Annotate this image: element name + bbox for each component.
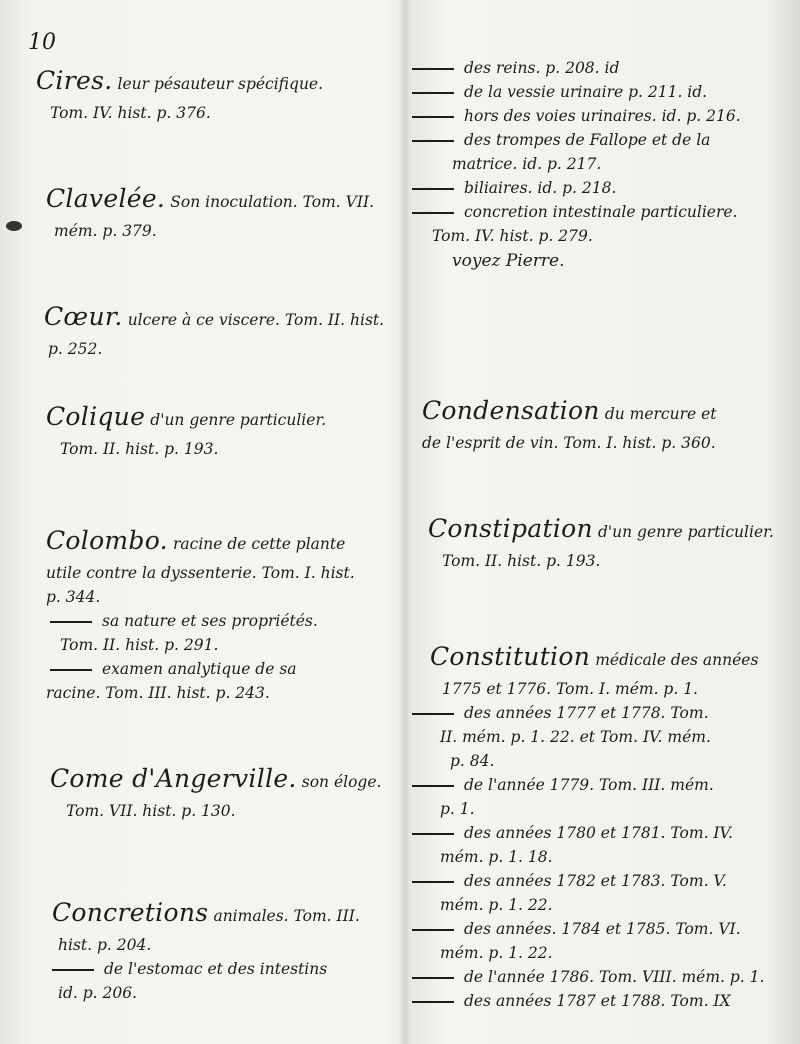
sub-text: examen analytique de sa (102, 659, 297, 678)
sub-entry (412, 56, 741, 80)
dash-mark (412, 116, 454, 118)
sub-ref: id. p. 206. (58, 983, 138, 1002)
sub-entry (412, 104, 741, 128)
entry-colombo (46, 522, 355, 705)
sub-entry (412, 80, 741, 104)
sub-entry (52, 957, 360, 981)
entry-head: Constitution (430, 642, 591, 671)
dash-mark (412, 1001, 454, 1003)
sub-entry (412, 701, 764, 725)
sub-text: des années. 1784 et 1785. Tom. VI. (464, 919, 741, 938)
entry-text: ulcere à ce viscere. Tom. II. hist. (127, 311, 385, 329)
sub-text: des trompes de Fallope et de la (464, 131, 711, 150)
sub-text: concretion intestinale particuliere. (464, 203, 738, 222)
sub-entry (412, 200, 741, 224)
entry-concretions-continued (412, 56, 741, 274)
entry-text: d'un genre particulier. (150, 411, 327, 429)
dash-mark (412, 881, 454, 883)
entry-text: racine de cette plante (173, 535, 346, 553)
entry-text: son éloge. (301, 773, 382, 791)
entry-ref: mém. p. 379. (54, 221, 157, 240)
sub-ref: Tom. IV. hist. p. 279. (432, 227, 593, 246)
page-gutter (398, 0, 412, 1044)
entry-constipation (428, 510, 774, 573)
entry-ref: Tom. IV. hist. p. 376. (50, 103, 211, 122)
entry-coeur (44, 298, 384, 361)
entry-text: médicale des années (595, 651, 759, 669)
dash-mark (412, 929, 454, 931)
dash-mark (412, 977, 454, 979)
sub-entry (412, 128, 741, 152)
sub-ref: Tom. II. hist. p. 291. (60, 635, 219, 654)
entry-condensation (422, 392, 717, 455)
sub-text: sa nature et ses propriétés. (102, 611, 318, 630)
sub-ref: p. 84. (450, 751, 495, 770)
entry-ref: Tom. VII. hist. p. 130. (66, 801, 236, 820)
page-number: 10 (28, 30, 56, 55)
sub-text: de l'année 1786. Tom. VIII. mém. p. 1. (464, 967, 765, 986)
entry-head: Constipation (428, 514, 593, 543)
sub-text: hors des voies urinaires. id. p. 216. (464, 107, 741, 126)
cross-reference: voyez Pierre. (452, 251, 565, 272)
dash-mark (50, 621, 92, 623)
sub-text: des années 1780 et 1781. Tom. IV. (464, 823, 733, 842)
sub-entry (412, 821, 764, 845)
entry-ref: p. 252. (48, 339, 103, 358)
entry-ref: Tom. II. hist. p. 193. (60, 439, 219, 458)
entry-head: Condensation (422, 396, 600, 425)
sub-text: de la vessie urinaire p. 211. id. (464, 83, 708, 102)
entry-ref: de l'esprit de vin. Tom. I. hist. p. 360. (422, 433, 716, 452)
sub-entry (412, 965, 764, 989)
dash-mark (412, 833, 454, 835)
sub-text: des années 1777 et 1778. Tom. (464, 703, 709, 722)
dash-mark (412, 68, 454, 70)
entry-ref: Tom. II. hist. p. 193. (442, 551, 601, 570)
dash-mark (412, 140, 454, 142)
entry-constitution (430, 638, 764, 1013)
binding-hole (6, 221, 22, 231)
entry-ref: p. 344. (46, 587, 101, 606)
entry-text: utile contre la dyssenterie. Tom. I. hist. (46, 563, 355, 582)
entry-head: Cœur. (44, 302, 123, 331)
entry-text: animales. Tom. III. (213, 907, 360, 925)
dash-mark (50, 669, 92, 671)
entry-text: du mercure et (604, 405, 717, 423)
entry-text: Son inoculation. Tom. VII. (170, 193, 375, 211)
dash-mark (412, 713, 454, 715)
sub-ref: II. mém. p. 1. 22. et Tom. IV. mém. (440, 727, 711, 746)
sub-entry (412, 989, 764, 1013)
dash-mark (412, 188, 454, 190)
sub-text: de l'estomac et des intestins (104, 959, 328, 978)
entry-head: Colique (46, 402, 146, 431)
entry-head: Concretions (52, 898, 209, 927)
entry-head: Clavelée. (46, 184, 166, 213)
dash-mark (412, 212, 454, 214)
sub-ref: mém. p. 1. 22. (440, 943, 553, 962)
entry-head: Cires. (36, 66, 113, 95)
sub-entry (50, 609, 355, 633)
sub-ref: p. 1. (440, 799, 475, 818)
sub-ref: matrice. id. p. 217. (452, 155, 602, 174)
sub-text: biliaires. id. p. 218. (464, 179, 617, 198)
sub-text: des reins. p. 208. id (464, 59, 620, 77)
sub-text: des années 1787 et 1788. Tom. IX (464, 991, 731, 1010)
entry-cires (36, 62, 323, 125)
dash-mark (412, 785, 454, 787)
sub-entry (50, 657, 355, 681)
entry-text: leur pésauteur spécifique. (117, 75, 324, 93)
sub-ref: racine. Tom. III. hist. p. 243. (46, 683, 270, 702)
sub-entry (412, 773, 764, 797)
entry-text: d'un genre particulier. (597, 523, 774, 541)
sub-entry (412, 176, 741, 200)
entry-head: Come d'Angerville. (50, 764, 297, 793)
entry-ref: 1775 et 1776. Tom. I. mém. p. 1. (442, 679, 698, 698)
entry-head: Colombo. (46, 526, 168, 555)
dash-mark (52, 969, 94, 971)
entry-clavelee (46, 180, 374, 243)
entry-concretions (52, 894, 360, 1005)
entry-colique (46, 398, 326, 461)
entry-come (50, 760, 381, 823)
sub-entry (412, 869, 764, 893)
sub-ref: mém. p. 1. 18. (440, 847, 553, 866)
sub-entry (412, 917, 764, 941)
sub-text: de l'année 1779. Tom. III. mém. (464, 775, 714, 794)
sub-ref: mém. p. 1. 22. (440, 895, 553, 914)
sub-text: des années 1782 et 1783. Tom. V. (464, 871, 727, 890)
dash-mark (412, 92, 454, 94)
entry-ref: hist. p. 204. (58, 935, 152, 954)
